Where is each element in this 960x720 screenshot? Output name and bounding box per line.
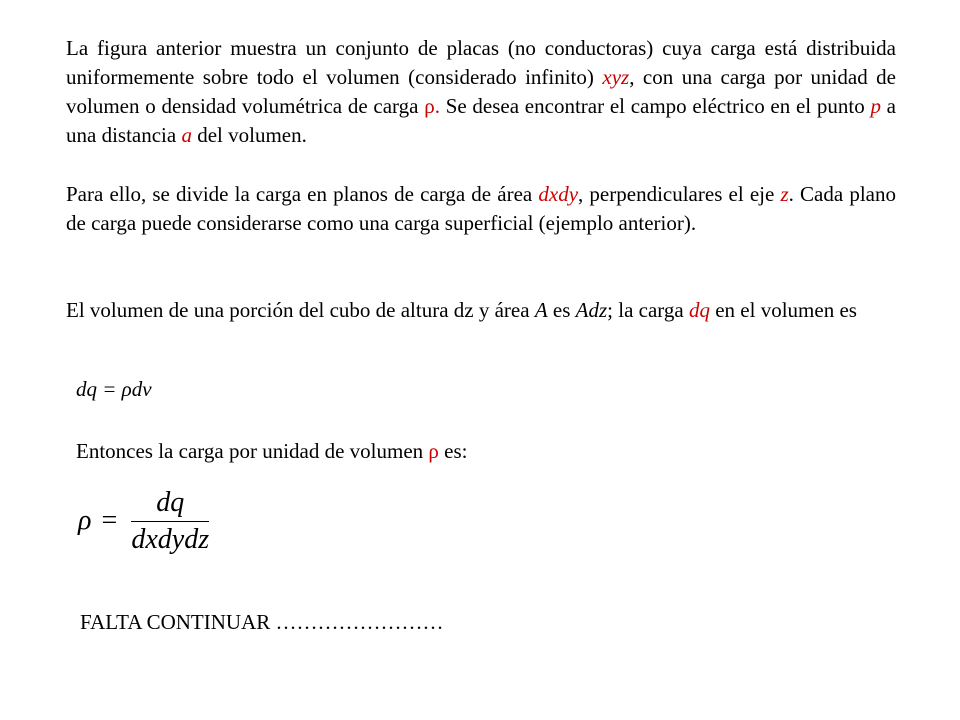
text-segment: Para ello, se divide la carga en planos de carga de área <box>66 182 539 206</box>
symbol-rho: ρ <box>428 439 439 463</box>
text-segment: El volumen de una porción del cubo de altura dz y área <box>66 298 535 322</box>
equation-rho-fraction <box>78 486 209 556</box>
paragraph-planes <box>66 180 896 238</box>
paragraph-volume <box>66 296 896 325</box>
fraction <box>131 487 209 556</box>
text-segment: en el volumen es <box>709 298 857 322</box>
paragraph-intro <box>66 34 896 150</box>
text-segment: Se desea encontrar el campo eléctrico en el punto <box>439 94 871 118</box>
text-segment: , perpendiculares el eje <box>578 182 781 206</box>
equation-dq: dq = ρdv <box>76 377 152 401</box>
statement-rho <box>76 437 467 466</box>
var-a: a <box>181 123 192 147</box>
text-segment: ; la carga <box>607 298 689 322</box>
text-segment: Entonces la carga por unidad de volumen <box>76 439 429 463</box>
text-segment: es <box>547 298 576 322</box>
text-segment: . Cada plano de carga puede considerarse como una carga superficial (ejemplo anterior). <box>66 182 896 235</box>
fraction-lhs: ρ <box>78 505 92 536</box>
pending-note: FALTA CONTINUAR …………………… <box>80 610 444 634</box>
var-dq: dq <box>688 298 710 322</box>
text-segment: es: <box>438 439 468 463</box>
text-segment: del volumen. <box>191 123 307 147</box>
symbol-rho: ρ. <box>424 94 440 118</box>
var-z: z <box>780 182 789 206</box>
equals-sign: = <box>101 505 118 536</box>
text-segment: a una distancia <box>66 94 896 147</box>
fraction-denominator: dxdydz <box>131 523 210 555</box>
var-xyz: xyz <box>602 65 630 89</box>
var-dxdy: dxdy <box>538 182 579 206</box>
var-p: p <box>870 94 881 118</box>
var-A: A <box>534 298 548 322</box>
fraction-numerator: dq <box>156 486 185 518</box>
text-segment: , con una carga por unidad de volumen o densidad volumétrica de carga <box>66 65 896 118</box>
var-Adz: Adz <box>575 298 608 322</box>
text-segment: La figura anterior muestra un conjunto de placas (no conductoras) cuya carga está distribuida uniformemente sobre todo el volumen (considerado infinito) <box>66 36 896 89</box>
